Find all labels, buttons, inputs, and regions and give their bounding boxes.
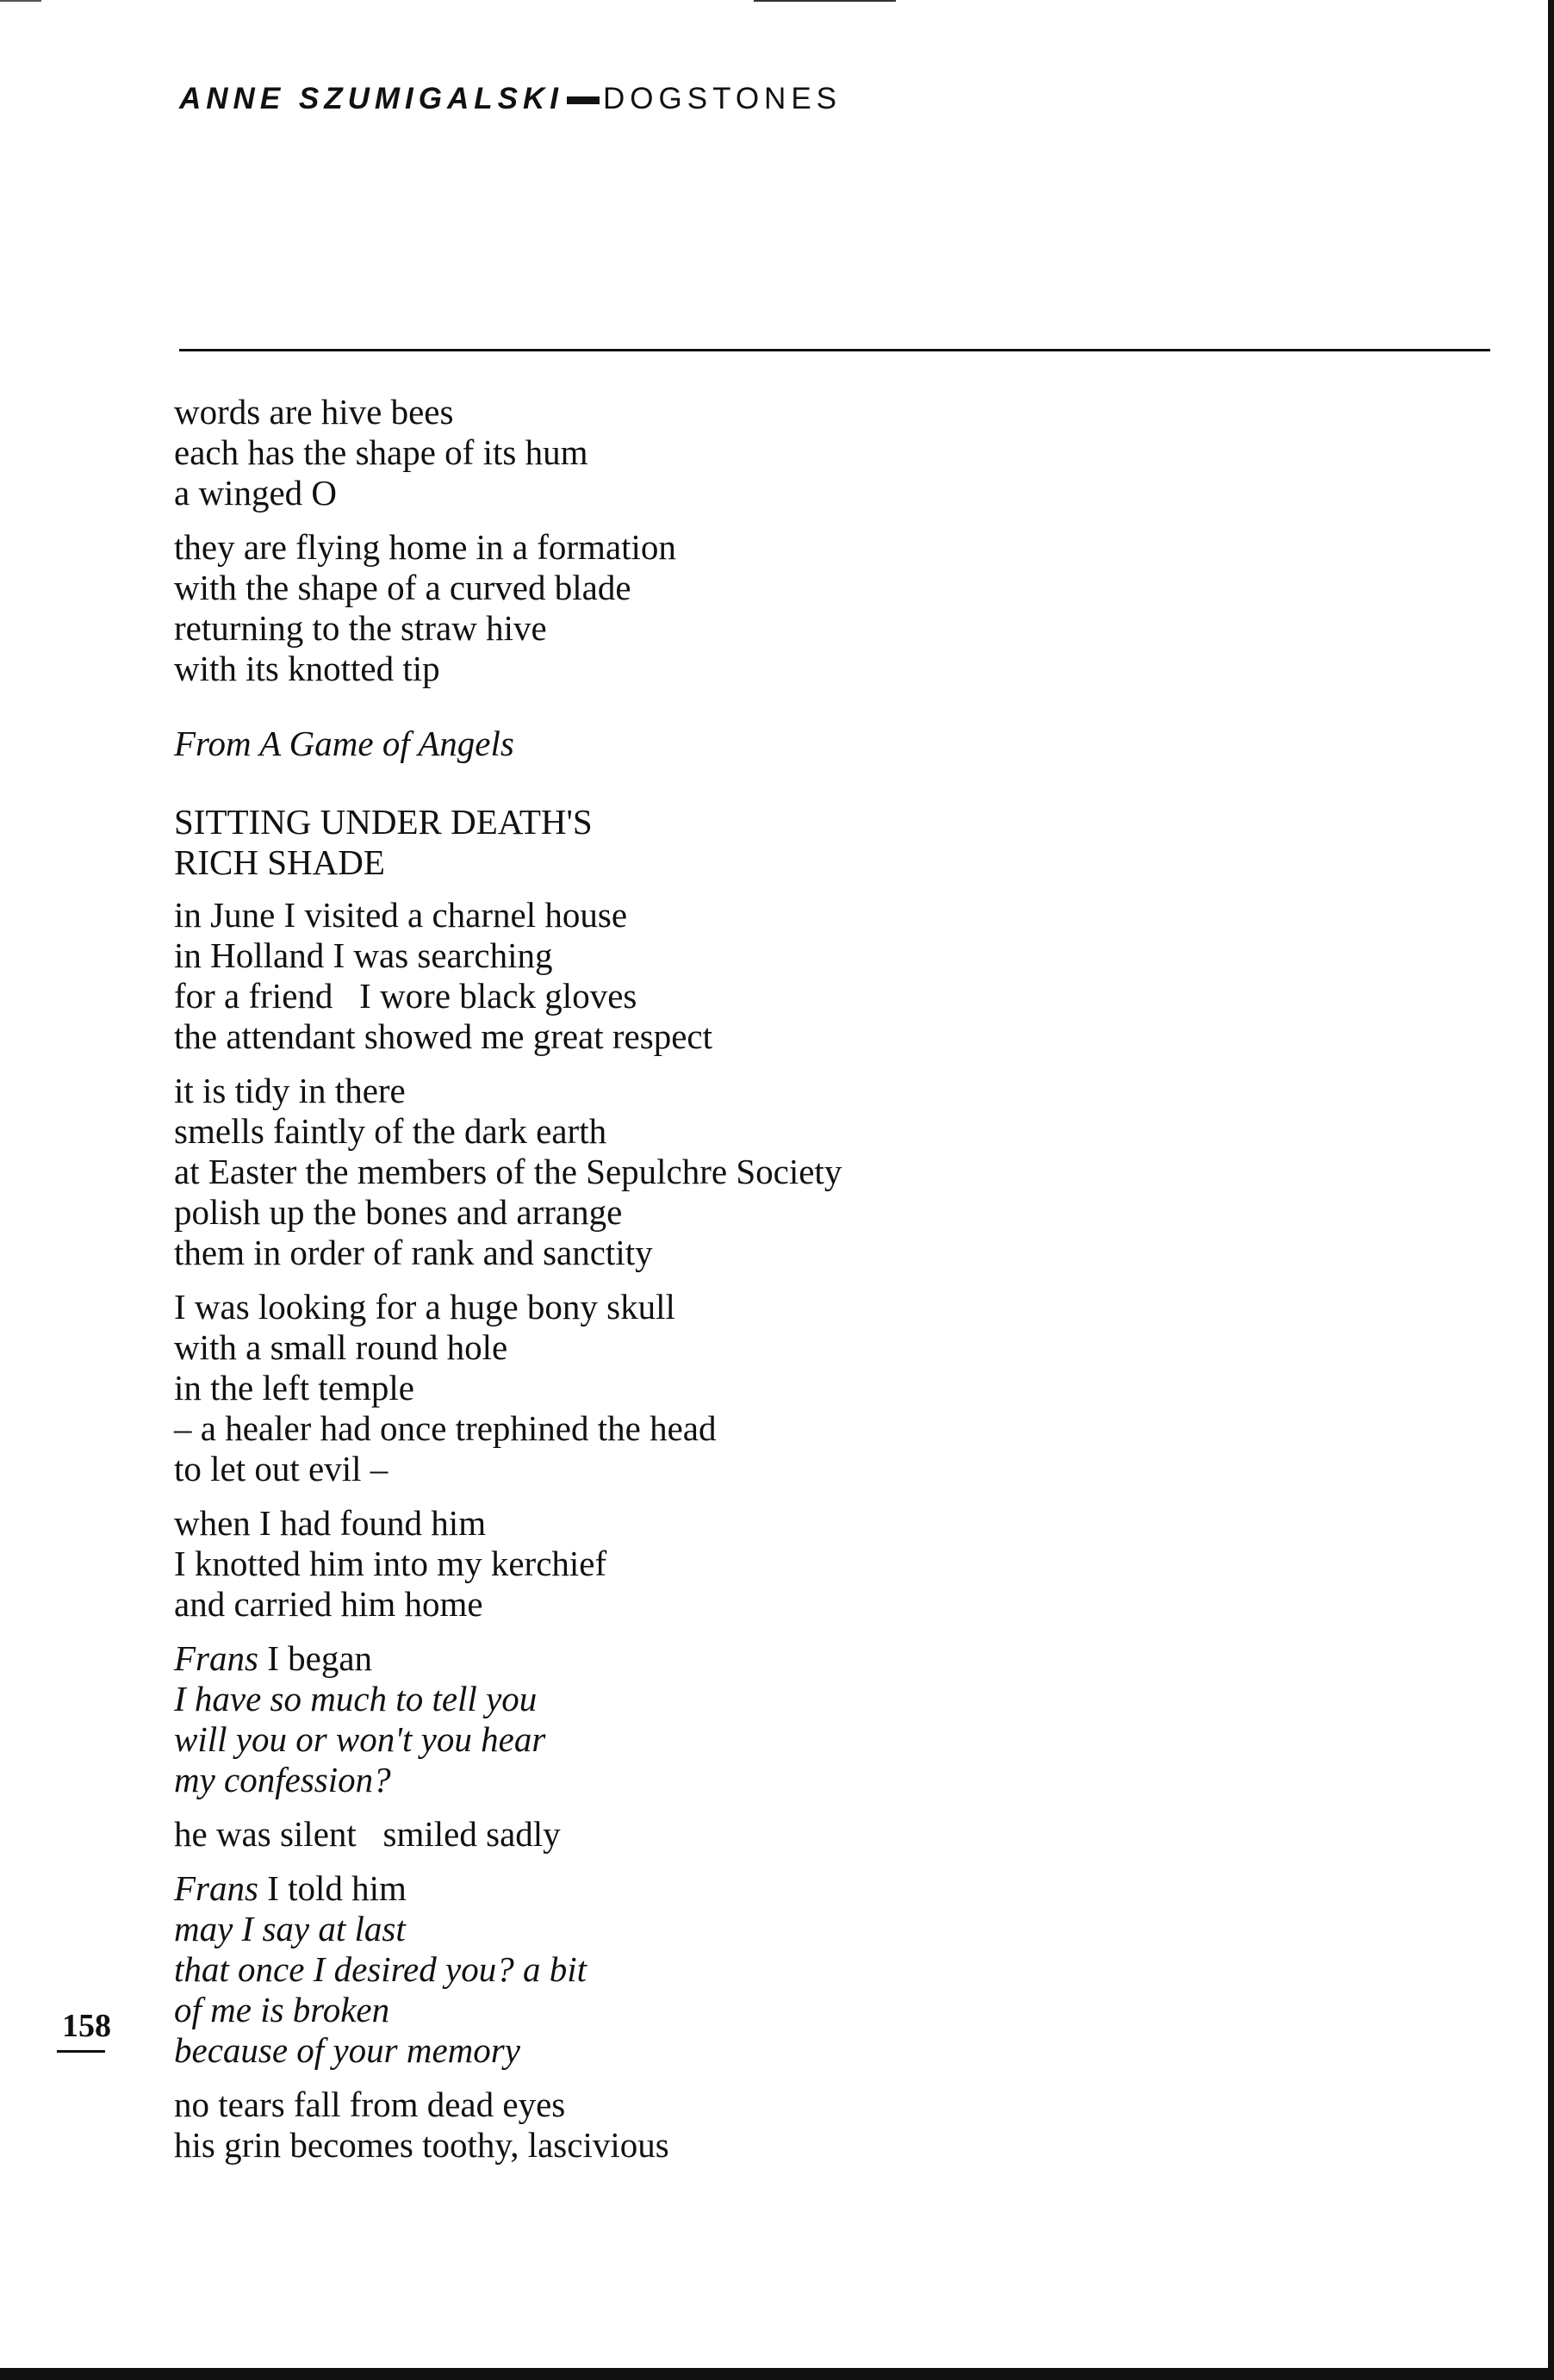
poem-line: the attendant showed me great respect <box>174 1016 712 1056</box>
poem-line: each has the shape of its hum <box>174 432 588 472</box>
addressee-name: Frans <box>174 1868 258 1908</box>
stanza <box>174 1868 1294 2071</box>
stanza <box>174 895 1294 1057</box>
stanza <box>174 1287 1294 1489</box>
poem-title <box>174 802 1294 883</box>
poem-line-italic: because of your memory <box>174 2030 520 2070</box>
stanza <box>174 1814 1294 1855</box>
speech-tag: I told him <box>258 1868 407 1908</box>
stanza <box>174 1503 1294 1625</box>
poem-line: with a small round hole <box>174 1327 508 1367</box>
page-number-rule <box>57 2050 105 2053</box>
poem-line: words are hive bees <box>174 392 454 432</box>
poem-line: them in order of rank and sanctity <box>174 1233 653 1272</box>
poem-line: for a friend I wore black gloves <box>174 976 637 1016</box>
page-body <box>174 392 1294 2179</box>
speech-tag: I began <box>258 1638 373 1678</box>
poem-line <box>174 1868 1294 1909</box>
stanza <box>174 1638 1294 1800</box>
poem-line: his grin becomes toothy, lascivious <box>174 2125 669 2165</box>
poem-line: I was looking for a huge bony skull <box>174 1287 675 1327</box>
poem-title-line: SITTING UNDER DEATH'S <box>174 802 593 842</box>
poem-line <box>174 1638 1294 1679</box>
poem-line: it is tidy in there <box>174 1071 406 1110</box>
poem-line: in June I visited a charnel house <box>174 895 628 935</box>
poem-line: returning to the straw hive <box>174 608 547 648</box>
scan-corner-mark <box>0 0 41 2</box>
poem-line-italic: my confession? <box>174 1760 391 1799</box>
poem-line-italic: of me is broken <box>174 1990 390 2029</box>
header-rule <box>179 349 1490 351</box>
poem-line: polish up the bones and arrange <box>174 1192 623 1232</box>
poem-line: with its knotted tip <box>174 649 440 688</box>
running-head-author: ANNE SZUMIGALSKI <box>179 82 563 115</box>
stanza <box>174 2085 1294 2166</box>
running-head-book-title: DOGSTONES <box>603 82 842 115</box>
running-head <box>179 82 842 116</box>
scan-right-edge <box>1548 0 1554 2380</box>
poem-line: a winged O <box>174 473 338 513</box>
source-citation: From A Game of Angels <box>174 724 514 763</box>
page-number-block <box>48 2007 111 2045</box>
stanza <box>174 527 1294 689</box>
page-number: 158 <box>62 2008 111 2044</box>
scan-top-rule <box>754 0 896 2</box>
poem-line: they are flying home in a formation <box>174 527 676 567</box>
poem-line: in Holland I was searching <box>174 935 553 975</box>
poem-line: and carried him home <box>174 1584 483 1624</box>
poem-line: at Easter the members of the Sepulchre Society <box>174 1152 842 1191</box>
poem-line: smells faintly of the dark earth <box>174 1111 607 1151</box>
poem-title-line: RICH SHADE <box>174 842 385 882</box>
poem-line-italic: I have so much to tell you <box>174 1679 538 1718</box>
poem-line: with the shape of a curved blade <box>174 568 631 607</box>
stanza <box>174 1071 1294 1273</box>
poem-line: in the left temple <box>174 1368 414 1407</box>
poem-line-italic: will you or won't you hear <box>174 1719 546 1759</box>
addressee-name: Frans <box>174 1638 258 1678</box>
stanza <box>174 392 1294 513</box>
poem-line: he was silent smiled sadly <box>174 1814 561 1854</box>
poem-line: to let out evil – <box>174 1449 388 1488</box>
poem-line-italic: may I say at last <box>174 1909 406 1948</box>
scan-bottom-edge <box>0 2368 1554 2380</box>
poem-line: I knotted him into my kerchief <box>174 1544 607 1583</box>
poem-line: – a healer had once trephined the head <box>174 1408 717 1448</box>
poem-line-italic: that once I desired you? a bit <box>174 1949 587 1989</box>
running-head-separator <box>567 96 600 104</box>
poem-line: no tears fall from dead eyes <box>174 2085 566 2124</box>
poem-line: when I had found him <box>174 1503 487 1543</box>
